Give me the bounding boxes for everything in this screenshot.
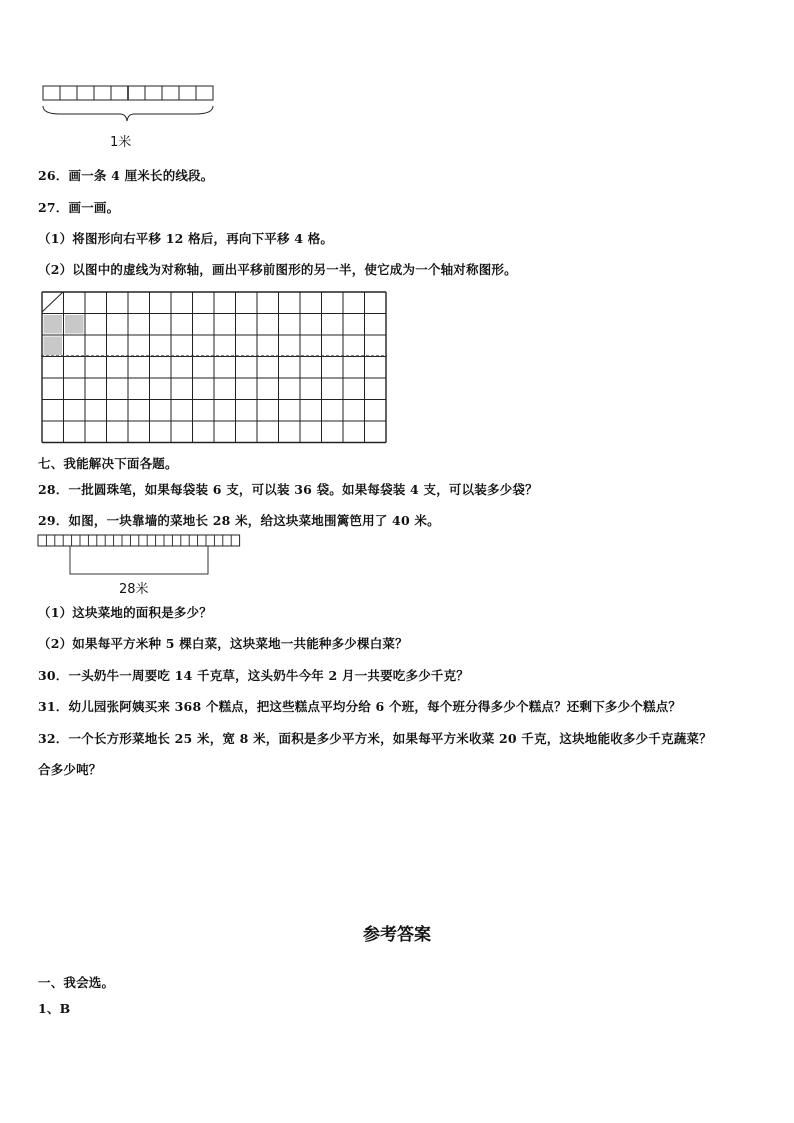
question-29-part2: （2）如果每平方米种 5 棵白菜，这块菜地一共能种多少棵白菜？ (38, 636, 408, 651)
question-27-part1: （1）将图形向右平移 12 格后，再向下平移 4 格。 (38, 231, 334, 246)
grid-lines (42, 292, 386, 443)
wall-cells (38, 535, 240, 546)
question-26: 26．画一条 4 厘米长的线段。 (38, 168, 214, 183)
triangle-diagonal (42, 292, 63, 312)
question-29-part1: （1）这块菜地的面积是多少？ (38, 605, 212, 620)
answer-1: 1、B (38, 1001, 71, 1016)
question-29: 29．如图，一块靠墙的菜地长 28 米，给这块菜地围篱笆用了 40 米。 (38, 513, 440, 528)
question-27-title: 27．画一画。 (38, 200, 120, 215)
shaded-cell (44, 315, 63, 334)
vegetable-plot-figure (36, 533, 244, 577)
plot-outline (70, 546, 208, 574)
question-32-line1: 32．一个长方形菜地长 25 米，宽 8 米，面积是多少平方米，如果每平方米收菜 20 千克，这块地能收多少千克蔬菜？ (38, 731, 712, 746)
ruler-brace (43, 106, 213, 121)
question-31: 31．幼儿园张阿姨买来 368 个糕点，把这些糕点平均分给 6 个班，每个班分得多少个糕点？还剩下多少个糕点？ (38, 699, 682, 714)
ruler-cells (43, 86, 213, 100)
meter-ruler-figure (40, 84, 220, 128)
section-7-heading: 七、我能解决下面各题。 (38, 456, 178, 471)
shaded-cell (44, 337, 63, 356)
question-28: 28．一批圆珠笔，如果每袋装 6 支，可以装 36 袋。如果每袋装 4 支，可以装多少袋？ (38, 482, 538, 497)
ruler-label: 1米 (110, 135, 132, 150)
plot-length-label: 28米 (119, 582, 149, 597)
grid-figure (40, 291, 390, 444)
answers-title: 参考答案 (363, 925, 431, 945)
shaded-cell (65, 315, 84, 334)
question-27-part2: （2）以图中的虚线为对称轴，画出平移前图形的另一半，使它成为一个轴对称图形。 (38, 262, 517, 277)
question-32-line2: 合多少吨？ (38, 762, 102, 777)
question-30: 30．一头奶牛一周要吃 14 千克草，这头奶牛今年 2 月一共要吃多少千克？ (38, 668, 469, 683)
answers-section-1: 一、我会选。 (38, 975, 115, 990)
